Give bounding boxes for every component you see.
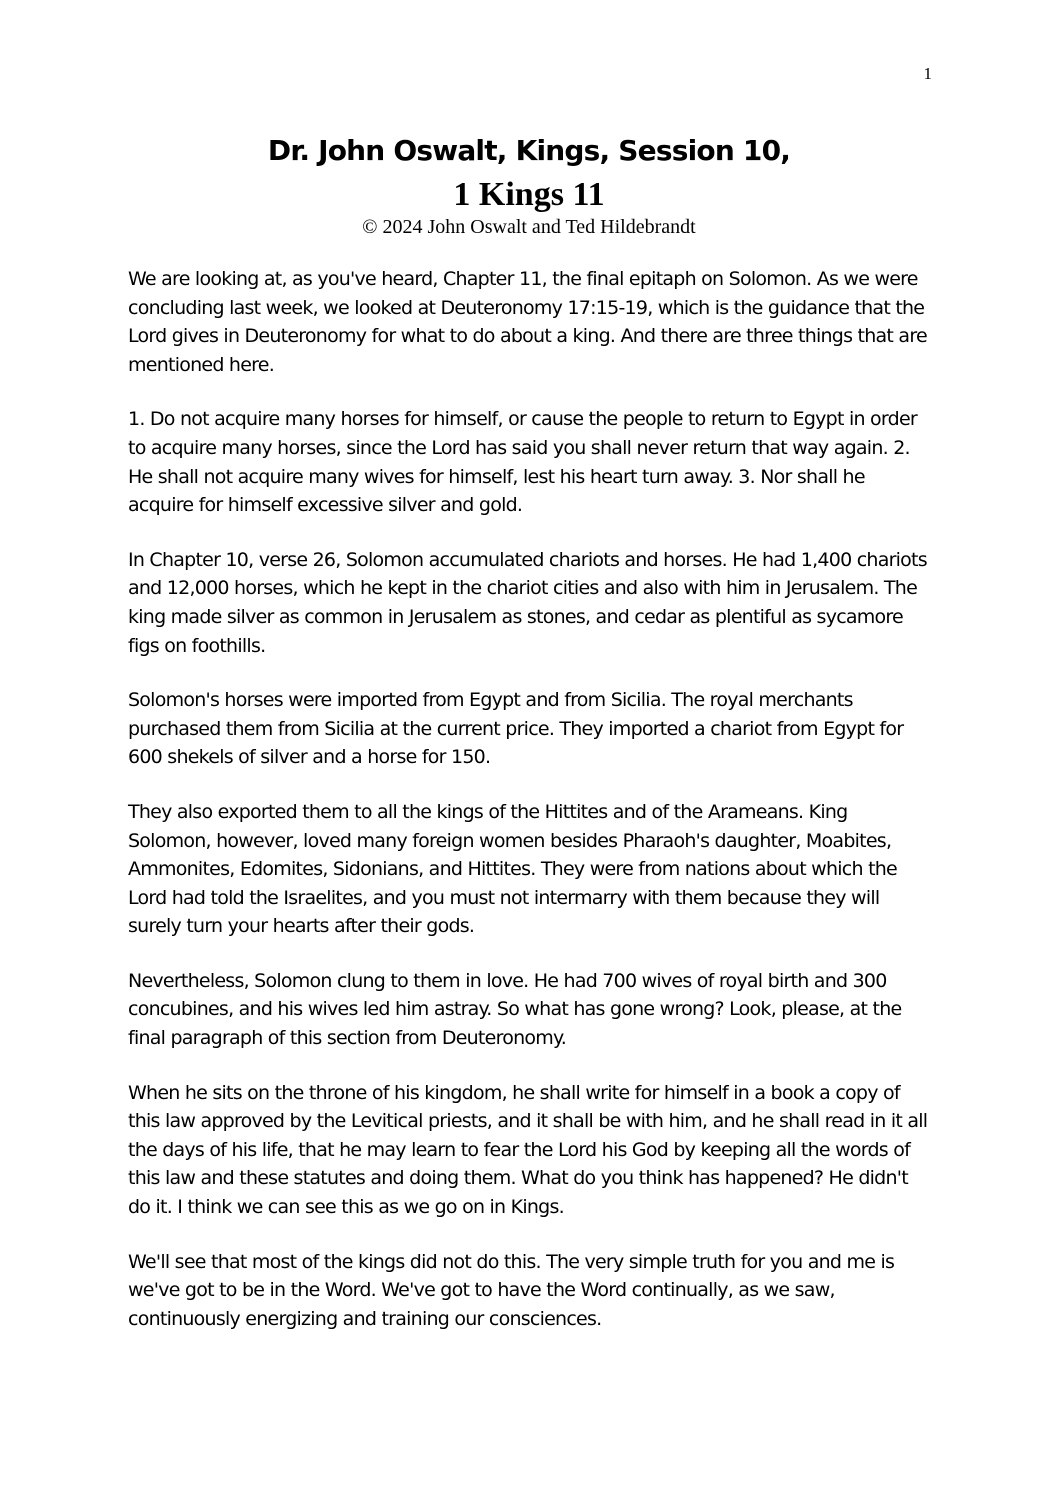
paragraph: They also exported them to all the kings of the Hittites and of the Arameans. King Solomon, however, loved many foreign women besides Pharaoh's daughter, Moabites, Ammonites, Edomites, Sidonians, and Hittites. They were from nations about which the Lord had told the Israelites, and you must not intermarry with them because they will surely turn your hearts after their gods.: [128, 800, 898, 938]
copyright-notice: © 2024 John Oswalt and Ted Hildebrandt: [362, 216, 696, 238]
paragraph: Solomon's horses were imported from Egypt and from Sicilia. The royal merchants purchased them from Sicilia at the current price. They imported a chariot from Egypt for 600 shekels of silver and a horse for 150.: [128, 689, 904, 769]
paragraph: 1. Do not acquire many horses for himself, or cause the people to return to Egypt in order to acquire many horses, since the Lord has said you shall never return that way again. 2. He shall not acquire many wives for himself, lest his heart turn away. 3. Nor shall he acquire for himself excessive silver and gold.: [128, 408, 917, 517]
paragraph: We are looking at, as you've heard, Chapter 11, the final epitaph on Solomon. As we were concluding last week, we looked at Deuteronomy 17:15-19, which is the guidance that the Lord gives in Deuteronomy for what to do about a king. And there are three things that are mentioned here.: [128, 268, 927, 376]
document-subtitle: 1 Kings 11: [453, 176, 605, 213]
page-number: 1: [923, 64, 932, 83]
document-body: [128, 265, 928, 1359]
paragraph: We'll see that most of the kings did not do this. The very simple truth for you and me is we've got to be in the Word. We've got to have the Word continually, as we saw, continuously energizing and training our consciences.: [128, 1250, 895, 1330]
paragraph: Nevertheless, Solomon clung to them in love. He had 700 wives of royal birth and 300 concubines, and his wives led him astray. So what has gone wrong? Look, please, at the final paragraph of this section from Deuteronomy.: [128, 969, 902, 1050]
paragraph: When he sits on the throne of his kingdom, he shall write for himself in a book a copy of this law approved by the Levitical priests, and it shall be with him, and he shall read in it all the days of his life, that he may learn to fear the Lord his God by keeping all the words of this law and these statutes and doing them. What do you think has happened? He didn't do it. I think we can see this as we go on in Kings.: [128, 1081, 928, 1219]
paragraph: In Chapter 10, verse 26, Solomon accumulated chariots and horses. He had 1,400 chariots and 12,000 horses, which he kept in the chariot cities and also with him in Jerusalem. The king made silver as common in Jerusalem as stones, and cedar as plentiful as sycamore figs on foothills.: [128, 548, 927, 657]
document-title: Dr. John Oswalt, Kings, Session 10,: [267, 134, 791, 167]
